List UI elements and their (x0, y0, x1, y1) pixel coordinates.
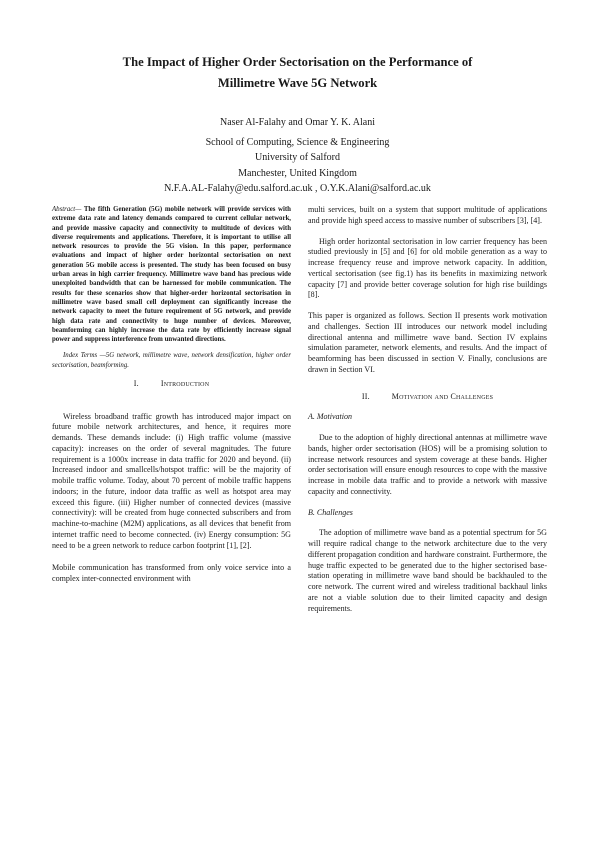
affiliation-city: Manchester, United Kingdom (238, 167, 357, 179)
author-block (60, 115, 535, 197)
subsection-heading-motivation: A. Motivation (308, 412, 352, 422)
intro-paragraph-continued: multi services, built on a system that support multitude of applications and provide high speed access to massive number of subscribers [3], [4]. (308, 205, 547, 225)
abstract-text: The fifth Generation (5G) mobile network will provide services with extreme data rate and latency demands compared to current cellular network, and provide massive capacity and connectivity to multitude of devices with diverse requirements and applications. Therefore, it is important to utilise all network resources to provide the 5G vision. In this paper, performance evaluations and impact of higher order horizontal sectorisation on next generation 5G mobile access is presented. The study has been focused on busy urban areas in high carrier frequency. Millimetre wave band has precious wide unexploited bandwidth that can be harnessed for mobile communication. The results for these scenarios show that higher-order horizontal sectorisation in millimetre wave based small cell deployment can significantly increase the network capacity to meet the future requirement of 5G network, and provide high data rate and connectivity to huge number of devices. Moreover, beamforming can highly increase the data rate by efficiently increase signal power and suppress interference from unwanted directions. (52, 206, 291, 344)
section-number: I. (133, 378, 139, 388)
section-title: Introduction (160, 378, 210, 388)
author-names: Naser Al-Falahy and Omar Y. K. Alani (220, 117, 375, 128)
index-terms-text: —5G network, millimetre wave, network densification, higher order sectorisation, beamforming. (52, 352, 291, 369)
author-emails: N.F.A.AL-Falahy@edu.salford.ac.uk , O.Y.K.Alani@salford.ac.uk (164, 183, 431, 195)
intro-paragraph-3: High order horizontal sectorisation in low carrier frequency has been studied previously in [5] and [6] for old mobile generation as a way to increase frequency reuse and improve network capacity. In addition, vertical sectorisation (see fig.1) has its benefits in maximizing network capacity [7] and provide better coverage solution for high rise buildings [8]. (308, 236, 547, 300)
intro-paragraph-1: Wireless broadband traffic growth has introduced major impact on future mobile network architectures, and hence, it requires more demands. These demands include: (i) High traffic volume (massive capacity): increases on the order of several magnitudes. The future requirement is a 1000x increase in data traffic for 2020 and beyond. (ii) Increased indoor and smallcells/hotspot traffic: will be the majority of mobile traffic volume. Today, about 70 percent of mobile traffic happens indoors; in the future, indoor data traffic as well as hotspot area may exceed this figure. (iii) Higher number of connected devices (massive connectivity): will be created from huge connected subscribers and from machine-to-machine (M2M) applications, as all devices that benefit from internet traffic need to become connected. (iv) Energy consumption: 5G need to be a green network to reduce carbon footprint [1], [2]. (52, 411, 291, 550)
right-column (308, 205, 547, 624)
challenges-paragraph: The adoption of millimetre wave band as a potential spectrum for 5G will require radical change to the network architecture due to the very different propagation condition and hardware constraint. Furthermore, the huge traffic expected to be generated due to the higher sectorised base-station operating in millimetre wave band should be backhauled to the core network. The current wired and wireless traditional backhaul links are not a viable solution due to their limited capacity and design requirements. (308, 528, 547, 613)
section-title: Motivation and Challenges (391, 391, 494, 401)
affiliation-school: School of Computing, Science & Engineering (205, 136, 390, 148)
intro-paragraph-2: Mobile communication has transformed from only voice service into a complex inter-connected environment with (52, 563, 291, 584)
left-column (52, 205, 291, 593)
abstract (52, 205, 291, 344)
section-heading-introduction (52, 379, 291, 390)
paper-title (60, 52, 535, 94)
subsection-heading-challenges: B. Challenges (308, 507, 353, 517)
motivation-paragraph: Due to the adoption of highly directional antennas at millimetre wave bands, higher order sectorisation (HOS) will be a promising solution to increase network resources and system coverage at these bands. Higher order sectorisation will ensure enough resources to cope with the massive increase in mobile data traffic and to provide a network with massive capacity and connectivity. (308, 433, 547, 496)
abstract-lead: Abstract— (52, 206, 82, 213)
section-heading-motivation (308, 392, 547, 403)
index-terms (52, 351, 291, 369)
title-line-2: Millimetre Wave 5G Network (217, 76, 378, 90)
index-terms-lead: Index Terms (63, 352, 98, 360)
affiliation-university: University of Salford (255, 152, 340, 164)
title-line-1: The Impact of Higher Order Sectorisation on the Performance of (122, 55, 473, 69)
section-number: II. (361, 391, 370, 401)
intro-paragraph-4: This paper is organized as follows. Section II presents work motivation and challenges. Section III introduces our network model including directional antenna and millimetre wave band. Section IV explains simulation parameter, network elements, and results. And the impact of beamforming has been discussed in section V. Finally, conclusions are drawn in Section VI. (308, 311, 547, 374)
